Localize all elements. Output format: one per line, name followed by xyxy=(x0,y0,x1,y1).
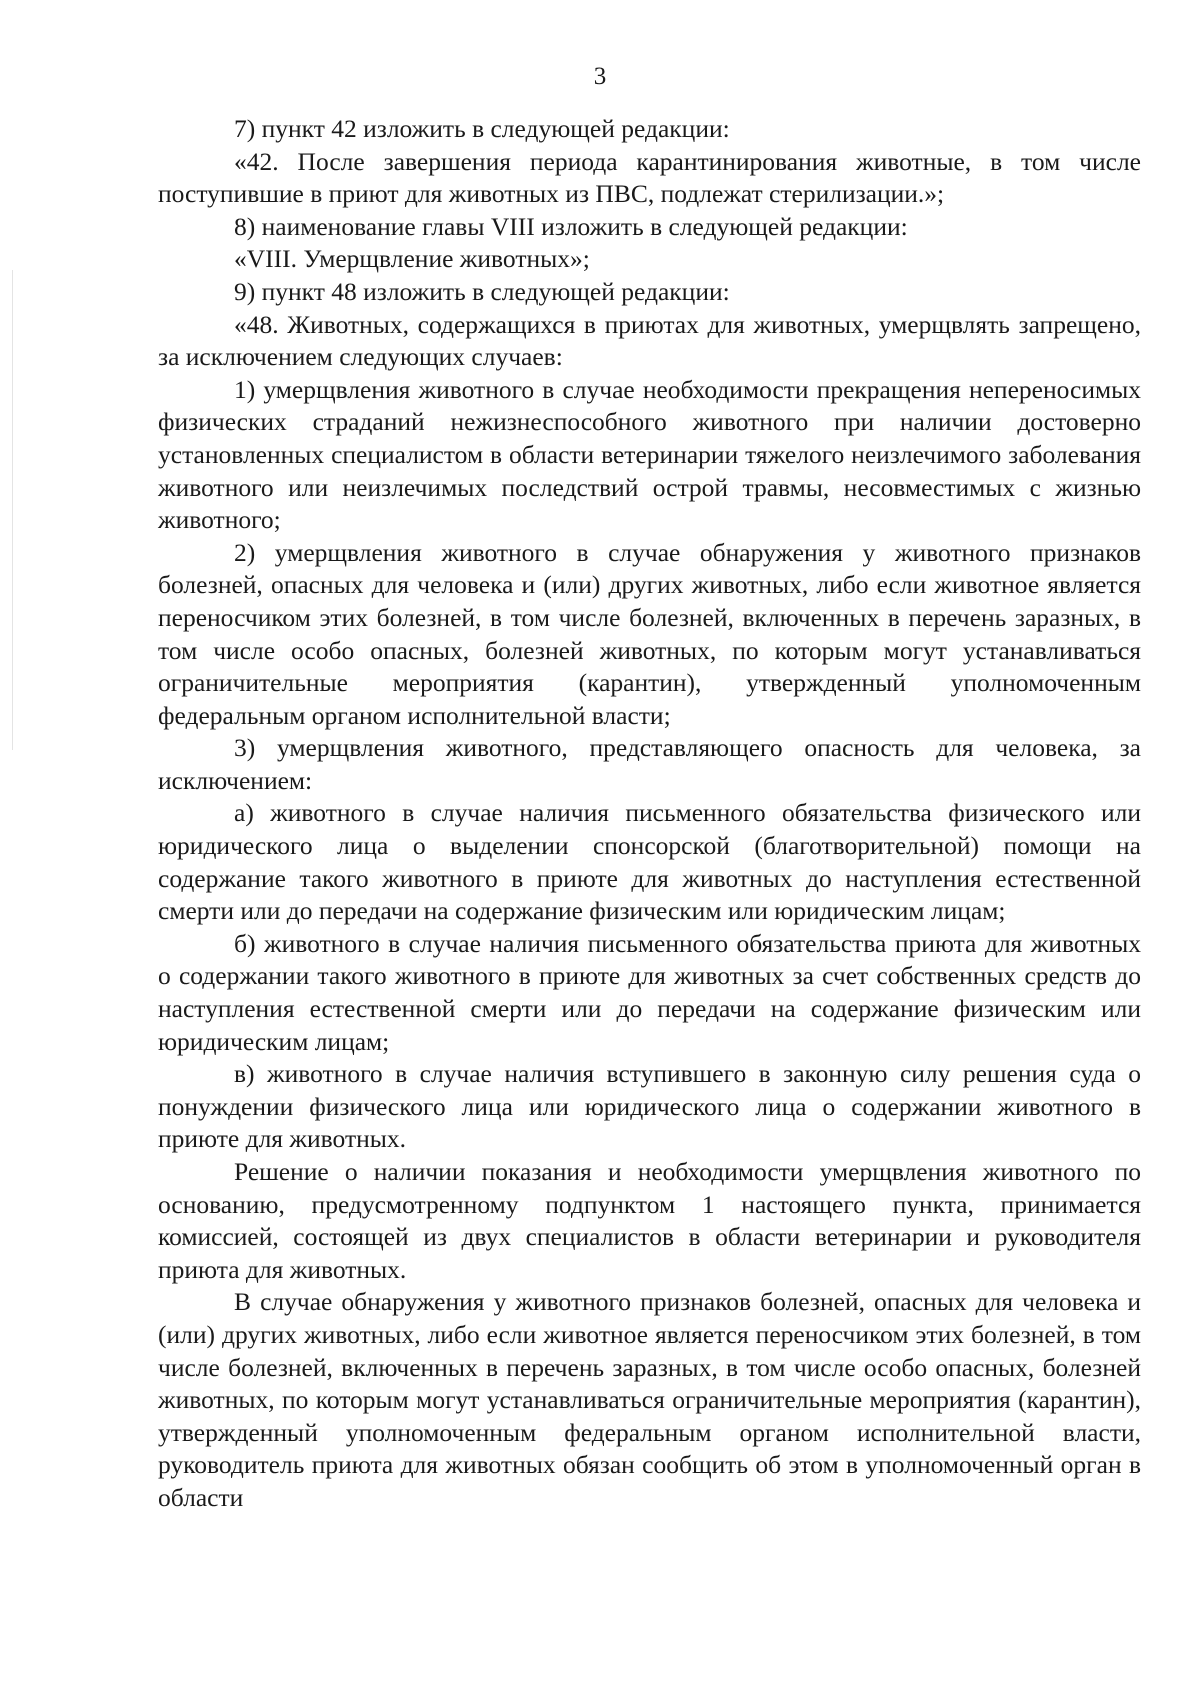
paragraph-item-8: 8) наименование главы VIII изложить в следующей редакции: xyxy=(234,211,908,241)
paragraph-subitem-2: 2) умерщвления животного в случае обнаружения у животного признаков болезней, опасных для человека и (или) других животных, либо если животное является переносчиком этих болезней, в том числе болезней, включенных в перечень заразных, в том числе особо опасных, болезней животных, по которым могут устанавливаться ограничительные мероприятия (карантин), утвержденный уполномоченным федеральным органом исполнительной власти; xyxy=(158,537,1141,730)
paragraph-subitem-3: 3) умерщвления животного, представляющего опасность для человека, за исключением: xyxy=(158,733,1141,795)
paragraph-subitem-1: 1) умерщвления животного в случае необходимости прекращения непереносимых физических страданий нежизнеспособного животного при наличии достоверно установленных специалистом в области ветеринарии тяжелого неизлечимого заболевания животного или неизлечимых последствий острой травмы, несовместимых с жизнью животного; xyxy=(158,374,1141,535)
page-number: 3 xyxy=(593,63,607,90)
paragraph-point-42: «42. После завершения периода карантинирования животные, в том числе поступившие в приют для животных из ПВС, подлежат стерилизации.»; xyxy=(158,146,1141,209)
paragraph-chapter-title: «VIII. Умерщвление животных»; xyxy=(234,244,590,274)
scan-edge-mark xyxy=(12,270,13,750)
paragraph-item-9: 9) пункт 48 изложить в следующей редакции: xyxy=(234,276,730,306)
document-body xyxy=(158,113,1141,1515)
paragraph-point-48: «48. Животных, содержащихся в приютах для животных, умерщвлять запрещено, за исключением следующих случаев: xyxy=(158,309,1141,372)
paragraph-subitem-v: в) животного в случае наличия вступившего в законную силу решения суда о понуждении физического лица или юридического лица о содержании животного в приюте для животных. xyxy=(158,1059,1141,1154)
paragraph-subitem-b: б) животного в случае наличия письменного обязательства приюта для животных о содержании такого животного в приюте для животных за счет собственных средств до наступления естественной смерти или до передачи на содержание физическим или юридическим лицам; xyxy=(158,928,1141,1056)
paragraph-disease-report: В случае обнаружения у животного признаков болезней, опасных для человека и (или) других животных, либо если животное является переносчиком этих болезней, в том числе болезней, включенных в перечень заразных, в том числе особо опасных, болезней животных, по которым могут устанавливаться ограничительные мероприятия (карантин), утвержденный уполномоченным федеральным органом исполнительной власти, руководитель приюта для животных обязан сообщить об этом в уполномоченный орган в области xyxy=(158,1287,1141,1512)
paragraph-item-7: 7) пункт 42 изложить в следующей редакции: xyxy=(234,114,730,143)
paragraph-commission-decision: Решение о наличии показания и необходимости умерщвления животного по основанию, предусмотренному подпунктом 1 настоящего пункта, принимается комиссией, состоящей из двух специалистов в области ветеринарии и руководителя приюта для животных. xyxy=(158,1157,1141,1284)
paragraph-subitem-a: а) животного в случае наличия письменного обязательства физического или юридического лица о выделении спонсорской (благотворительной) помощи на содержание такого животного в приюте для животных до наступления естественной смерти или до передачи на содержание физическим или юридическим лицам; xyxy=(158,798,1141,926)
